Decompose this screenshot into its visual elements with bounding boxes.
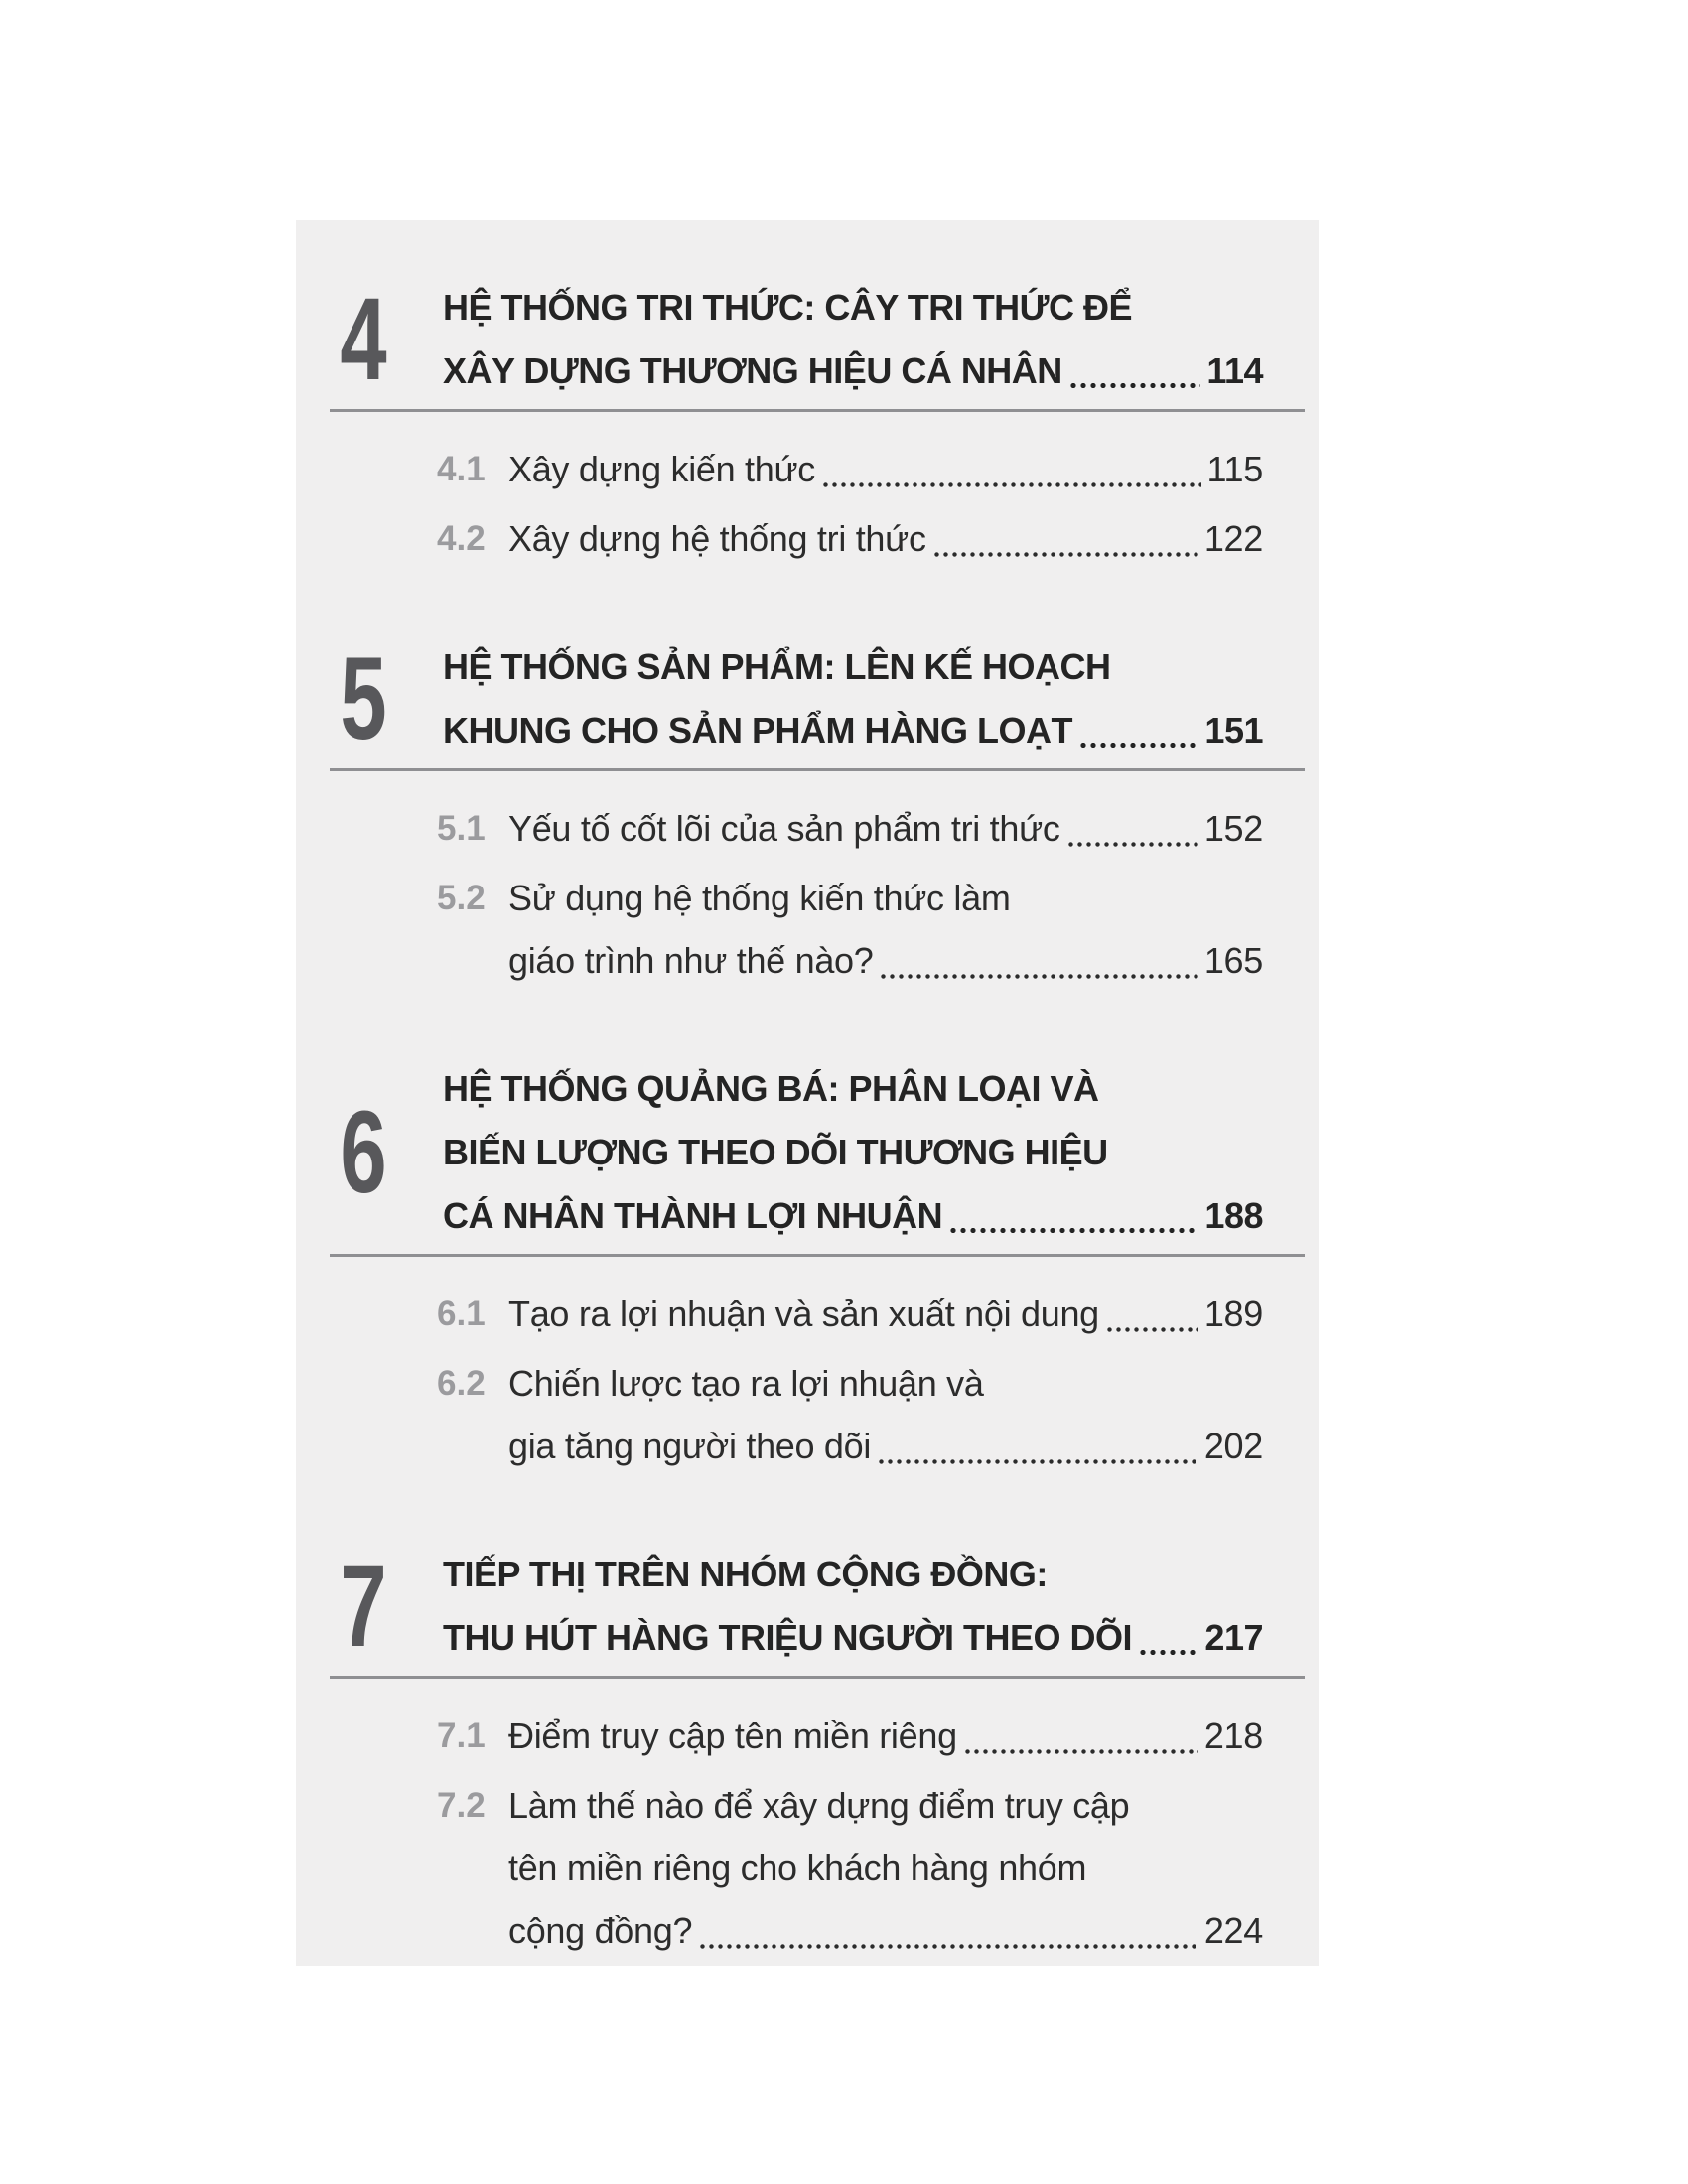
toc-entry-6-1 xyxy=(437,1283,1263,1345)
entry-text-line: giáo trình như thế nào? xyxy=(508,939,874,981)
entry-page-number: 218 xyxy=(1203,1714,1263,1756)
entry-text-line: Tạo ra lợi nhuận và sản xuất nội dung xyxy=(508,1293,1099,1334)
chapter-4-number: 4 xyxy=(340,274,387,405)
entry-text-line: gia tăng người theo dõi xyxy=(508,1425,872,1466)
chapter-5-page-number: 151 xyxy=(1204,710,1263,751)
dot-leader xyxy=(881,974,1197,979)
toc-entry-5-2 xyxy=(437,867,1263,992)
dot-leader xyxy=(1107,1327,1198,1332)
dot-leader xyxy=(1070,383,1201,388)
chapter-6-title xyxy=(443,1057,1263,1248)
entry-page-number: 152 xyxy=(1203,807,1263,849)
chapter-6-title-line-2: BIẾN LƯỢNG THEO DÕI THƯƠNG HIỆU xyxy=(443,1132,1108,1172)
entry-page-number: 165 xyxy=(1203,939,1263,981)
entry-number: 7.1 xyxy=(437,1715,486,1755)
dot-leader xyxy=(879,1459,1198,1464)
chapter-7-block xyxy=(336,1543,1263,1962)
chapter-6-title-line-3: CÁ NHÂN THÀNH LỢI NHUẬN xyxy=(443,1195,943,1236)
dot-leader xyxy=(700,1944,1198,1949)
chapter-6-title-line-1: HỆ THỐNG QUẢNG BÁ: PHÂN LOẠI VÀ xyxy=(443,1068,1099,1109)
chapter-6-number: 6 xyxy=(340,1087,387,1218)
chapter-6-entries xyxy=(336,1283,1263,1477)
entry-number: 6.1 xyxy=(437,1294,486,1333)
chapter-5-title-line-1: HỆ THỐNG SẢN PHẨM: LÊN KẾ HOẠCH xyxy=(443,646,1111,687)
chapter-4-entries xyxy=(336,438,1263,570)
dot-leader xyxy=(1080,743,1198,748)
chapter-7-title xyxy=(443,1543,1263,1670)
chapter-7-entries xyxy=(336,1705,1263,1962)
entry-text-line: Làm thế nào để xây dựng điểm truy cập xyxy=(508,1784,1130,1826)
toc-entry-4-1 xyxy=(437,438,1263,500)
chapter-5-title xyxy=(443,635,1263,762)
entry-text-line: Sử dụng hệ thống kiến thức làm xyxy=(508,877,1011,918)
chapter-5-number: 5 xyxy=(340,633,387,764)
entry-text-line: Điểm truy cập tên miền riêng xyxy=(508,1714,957,1756)
chapter-7-header xyxy=(336,1543,1263,1670)
entry-text-line: tên miền riêng cho khách hàng nhóm xyxy=(508,1846,1087,1888)
chapter-4-header xyxy=(336,276,1263,403)
toc-entry-4-2 xyxy=(437,507,1263,570)
chapter-4-block xyxy=(336,276,1263,570)
chapter-6-header xyxy=(336,1057,1263,1248)
entry-page-number: 122 xyxy=(1203,517,1263,559)
entry-text-line: Chiến lược tạo ra lợi nhuận và xyxy=(508,1362,984,1404)
chapter-5-entries xyxy=(336,797,1263,992)
chapter-5-block xyxy=(336,635,1263,992)
chapter-7-number: 7 xyxy=(340,1541,387,1672)
dot-leader xyxy=(1068,842,1198,847)
chapter-6-divider xyxy=(330,1254,1305,1257)
chapter-7-page-number: 217 xyxy=(1204,1617,1263,1658)
toc-panel xyxy=(296,220,1319,1966)
entry-number: 4.2 xyxy=(437,518,486,558)
toc-entry-7-1 xyxy=(437,1705,1263,1767)
chapter-5-title-line-2: KHUNG CHO SẢN PHẨM HÀNG LOẠT xyxy=(443,710,1072,751)
dot-leader xyxy=(965,1749,1198,1754)
chapter-5-header xyxy=(336,635,1263,762)
entry-number: 7.2 xyxy=(437,1785,486,1825)
chapter-7-title-line-1: TIẾP THỊ TRÊN NHÓM CỘNG ĐỒNG: xyxy=(443,1554,1048,1594)
entry-page-number: 202 xyxy=(1203,1425,1263,1466)
toc-entry-5-1 xyxy=(437,797,1263,860)
chapter-4-title-line-2: XÂY DỰNG THƯƠNG HIỆU CÁ NHÂN xyxy=(443,350,1062,391)
chapter-6-page-number: 188 xyxy=(1204,1195,1263,1236)
entry-page-number: 115 xyxy=(1206,448,1263,489)
entry-page-number: 224 xyxy=(1203,1909,1263,1951)
entry-text-line: cộng đồng? xyxy=(508,1909,693,1951)
dot-leader xyxy=(1140,1650,1198,1655)
entry-text-line: Xây dựng hệ thống tri thức xyxy=(508,517,926,559)
toc-entry-6-2 xyxy=(437,1352,1263,1477)
chapter-6-block xyxy=(336,1057,1263,1477)
chapter-4-divider xyxy=(330,409,1305,412)
entry-number: 4.1 xyxy=(437,449,486,488)
entry-page-number: 189 xyxy=(1203,1293,1263,1334)
entry-text-line: Xây dựng kiến thức xyxy=(508,448,815,489)
chapter-5-divider xyxy=(330,768,1305,771)
chapter-4-title xyxy=(443,276,1263,403)
entry-number: 5.2 xyxy=(437,878,486,917)
chapter-7-divider xyxy=(330,1676,1305,1679)
dot-leader xyxy=(934,552,1198,557)
dot-leader xyxy=(950,1228,1198,1233)
entry-number: 6.2 xyxy=(437,1363,486,1403)
entry-number: 5.1 xyxy=(437,808,486,848)
dot-leader xyxy=(823,482,1201,487)
chapter-7-title-line-2: THU HÚT HÀNG TRIỆU NGƯỜI THEO DÕI xyxy=(443,1617,1133,1658)
chapter-4-page-number: 114 xyxy=(1206,350,1263,391)
chapter-4-title-line-1: HỆ THỐNG TRI THỨC: CÂY TRI THỨC ĐỂ xyxy=(443,287,1133,328)
toc-entry-7-2 xyxy=(437,1774,1263,1962)
entry-text-line: Yếu tố cốt lõi của sản phẩm tri thức xyxy=(508,807,1060,849)
